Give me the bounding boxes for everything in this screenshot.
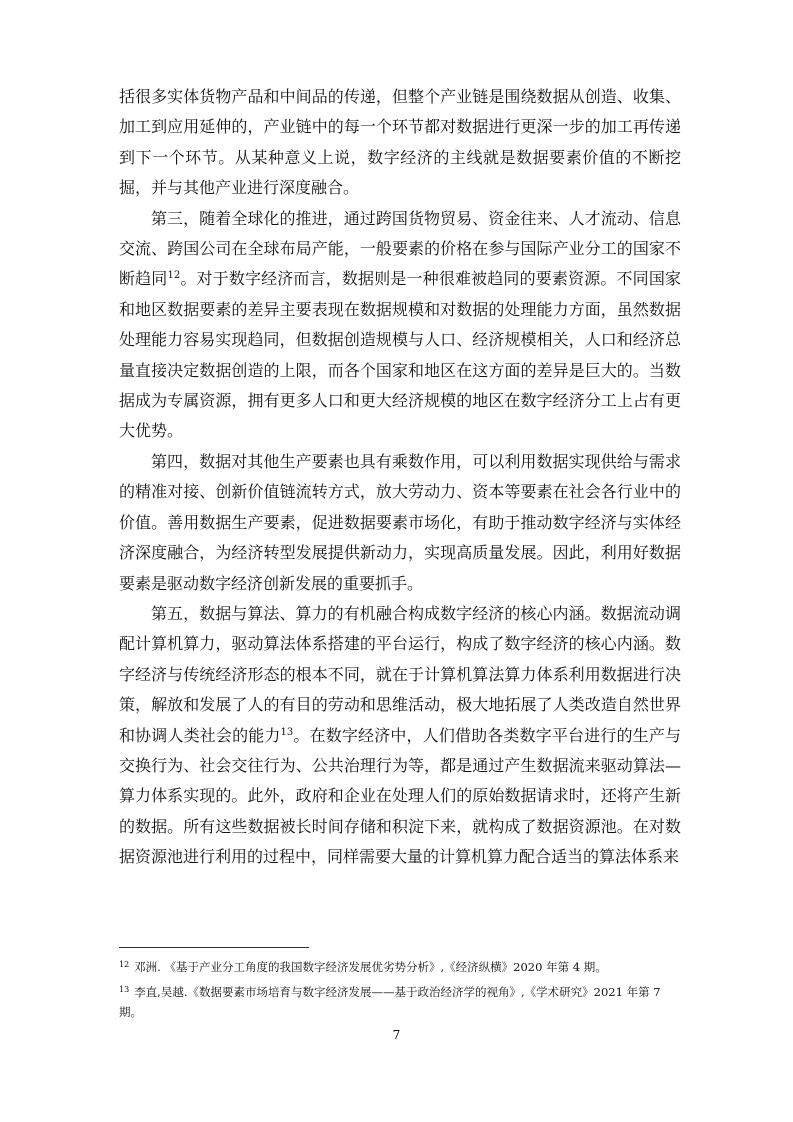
paragraph-text: 第四，数据对其他生产要素也具有乘数作用，可以利用数据实现供给与需求的精准对接、创新价值链流转方式，放大劳动力、资本等要素在社会各行业中的价值。善用数据生产要素，促进数据要素市场化，有助于推动数字经济与实体经济深度融合，为经济转型发展提供新动力，实现高质量发展。因此，利用好数据要素是驱动数字经济创新发展的重要抓手。 — [119, 451, 681, 593]
body-paragraph — [119, 82, 681, 204]
footnote-separator — [119, 947, 309, 948]
paragraph-text: 。在数字经济中，人们借助各类数字平台进行的生产与交换行为、社会交往行为、公共治理行为等，都是通过产生数据流来驱动算法—算力体系实现的。此外，政府和企业在处理人们的原始数据请求时，还将产生新的数据。所有这些数据被长时间存储和积淀下来，就构成了数据资源池。在对数据资源池进行利用的过程中，同样需要大量的计算机算力配合适当的算法体系来 — [119, 725, 681, 867]
footnote-number: 13 — [119, 985, 130, 994]
body-paragraph — [119, 599, 681, 873]
body-text — [119, 82, 681, 873]
footnote-text: 李直,吴越.《数据要素市场培育与数字经济发展——基于政治经济学的视角》,《学术研究》2021 年第 7 期。 — [119, 985, 661, 1019]
footnote — [119, 957, 681, 977]
paragraph-text: 括很多实体货物产品和中间品的传递，但整个产业链是围绕数据从创造、收集、加工到应用延伸的，产业链中的每一个环节都对数据进行更深一步的加工再传递到下一个环节。从某种意义上说，数字经济的主线就是数据要素价值的不断挖掘，并与其他产业进行深度融合。 — [119, 87, 681, 198]
footnote-reference: 13 — [280, 726, 294, 738]
footnote — [119, 982, 681, 1022]
body-paragraph — [119, 204, 681, 447]
body-paragraph — [119, 447, 681, 599]
paragraph-text: 第五，数据与算法、算力的有机融合构成数字经济的核心内涵。数据流动调配计算机算力，驱动算法体系搭建的平台运行，构成了数字经济的核心内涵。数字经济与传统经济形态的根本不同，就在于计算机算法算力体系利用数据进行决策，解放和发展了人的有目的劳动和思维活动，极大地拓展了人类改造自然世界和协调人类社会的能力 — [119, 603, 681, 745]
page-number: 7 — [392, 1028, 401, 1042]
paragraph-text: 第三，随着全球化的推进，通过跨国货物贸易、资金往来、人才流动、信息交流、跨国公司在全球布局产能，一般要素的价格在参与国际产业分工的国家不断趋同 — [119, 208, 681, 289]
footnote-number: 12 — [119, 960, 130, 969]
footnote-reference: 12 — [167, 270, 181, 282]
footnote-text: 邓洲. 《基于产业分工角度的我国数字经济发展优劣势分析》,《经济纵横》2020 年第 4 期。 — [134, 960, 607, 974]
paragraph-text: 。对于数字经济而言，数据则是一种很难被趋同的要素资源。不同国家和地区数据要素的差异主要表现在数据规模和对数据的处理能力方面，虽然数据处理能力容易实现趋同，但数据创造规模与人口、经济规模相关，人口和经济总量直接决定数据创造的上限，而各个国家和地区在这方面的差异是巨大的。当数据成为专属资源，拥有更多人口和更大经济规模的地区在数字经济分工上占有更大优势。 — [119, 269, 681, 441]
footnotes — [119, 957, 681, 1027]
